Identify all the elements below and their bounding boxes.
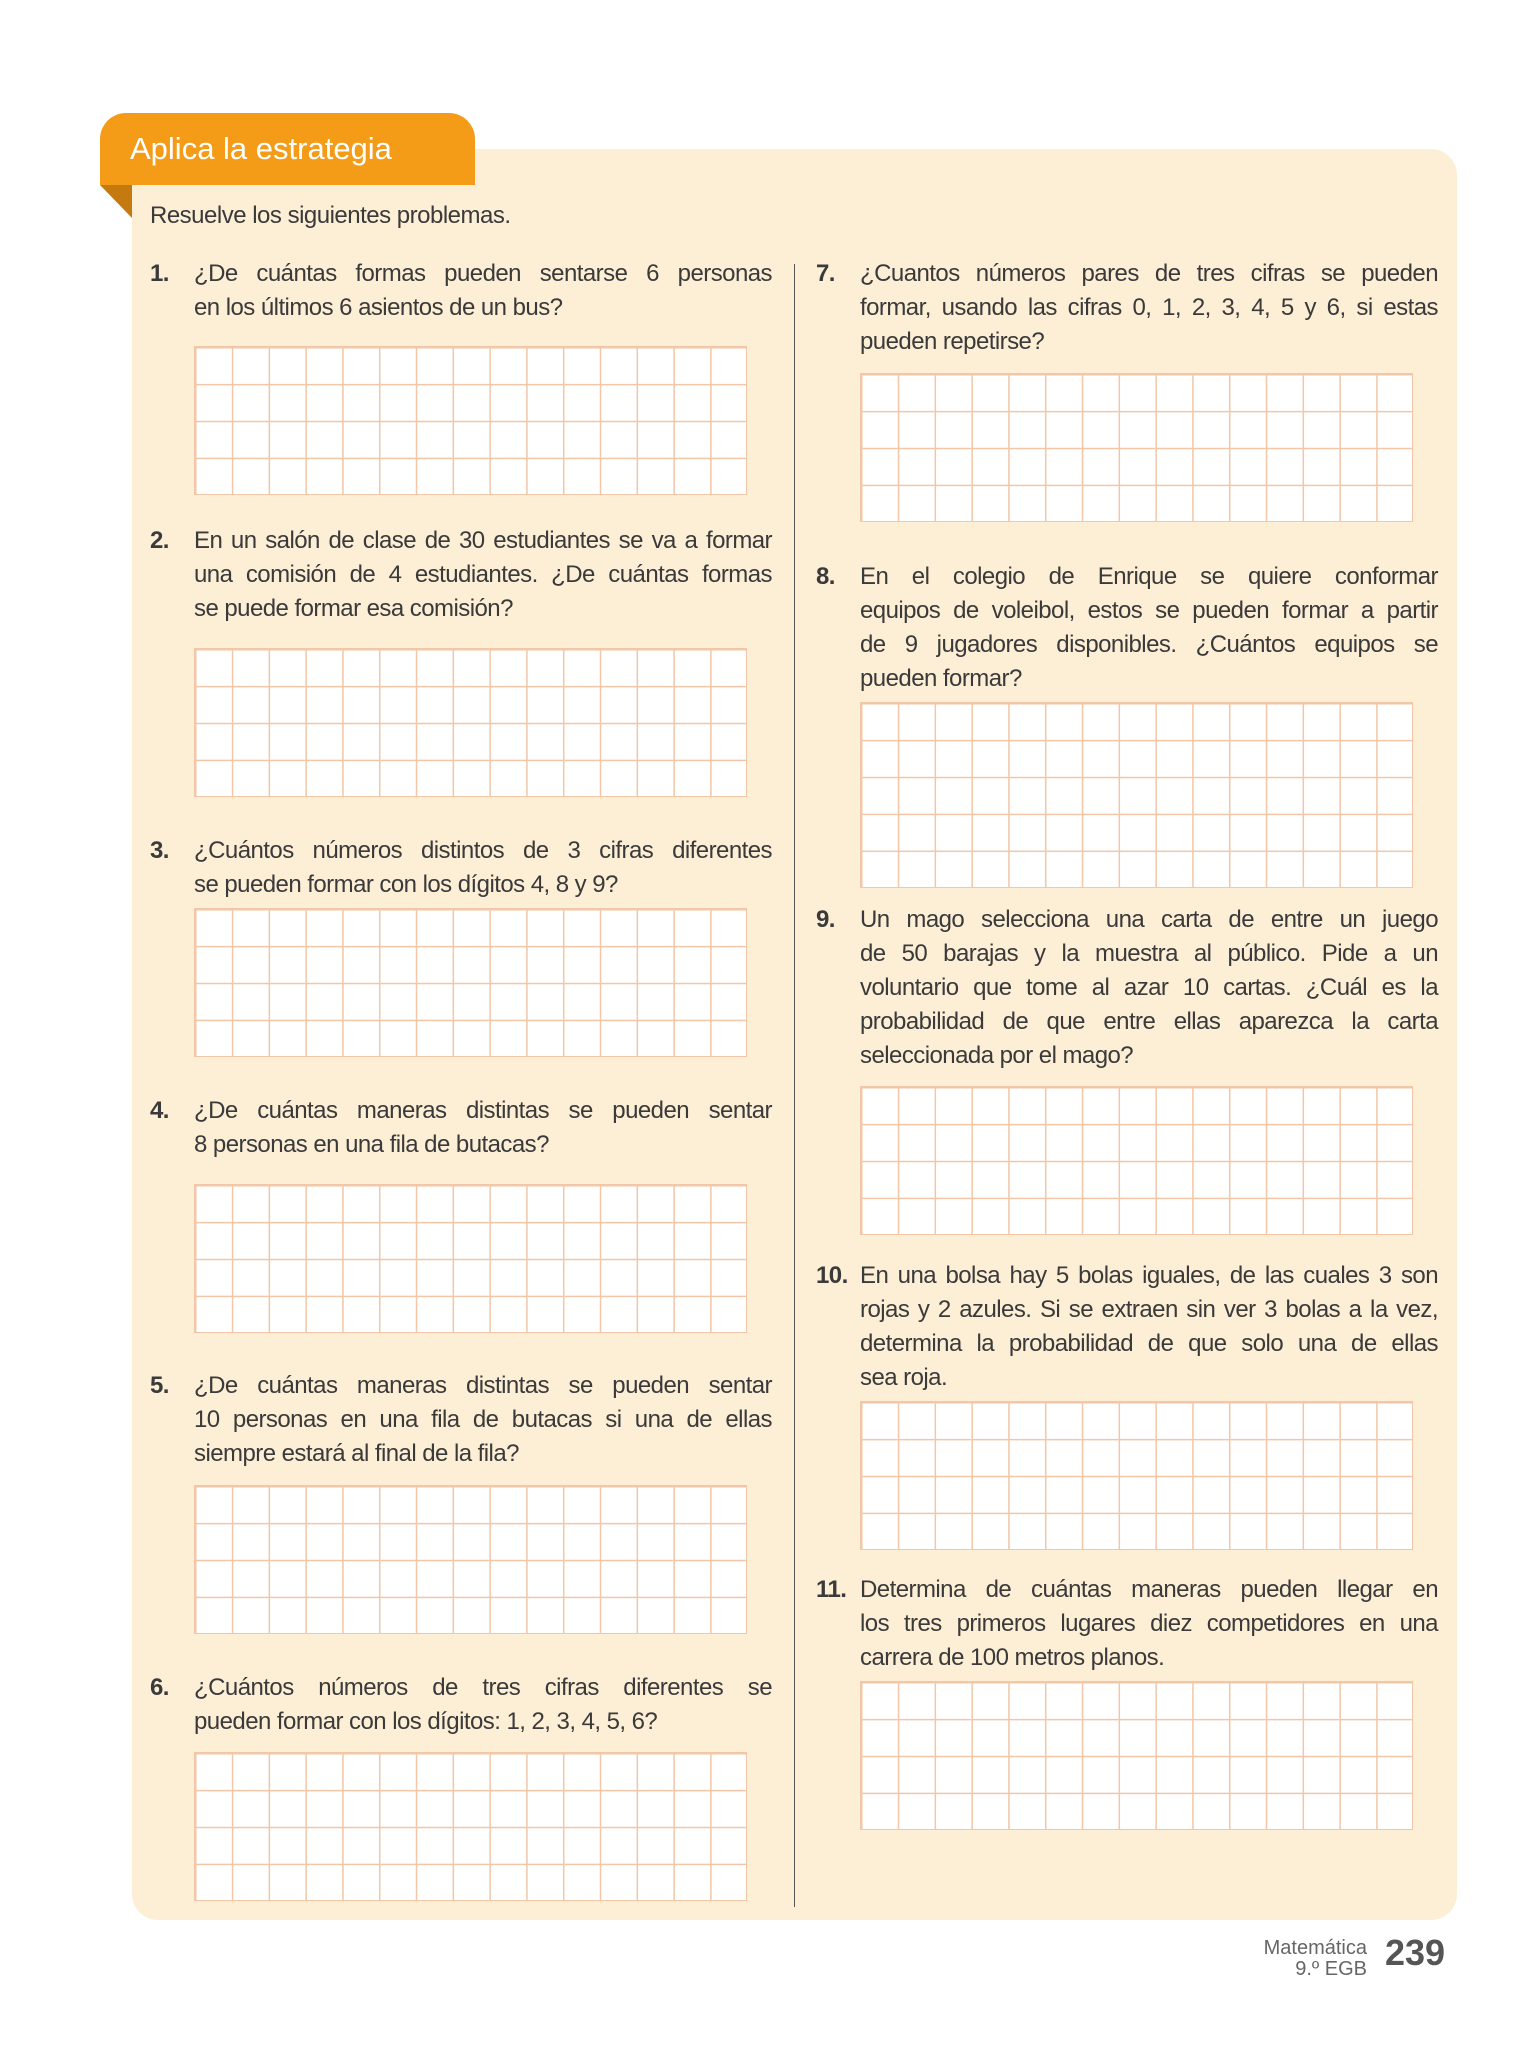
question-line: seleccionada por el mago? [860,1042,1134,1069]
question-line: ¿De cuántas formas pueden sentarse 6 personas [194,260,772,287]
question-line: 8 personas en una fila de butacas? [194,1131,549,1158]
question-text [194,1094,772,1162]
answer-grid[interactable] [194,1485,747,1634]
question-number: 6. [150,1674,169,1701]
column-divider [794,264,795,1907]
question-line: equipos de voleibol, estos se pueden formar a partir [860,597,1438,624]
question-line: En el colegio de Enrique se quiere conformar [860,563,1438,590]
answer-grid[interactable] [860,1086,1413,1235]
question-number: 8. [816,563,835,590]
question-line: carrera de 100 metros planos. [860,1644,1165,1671]
question-line: de 50 barajas y la muestra al público. Pide a un [860,940,1438,967]
question-line: determina la probabilidad de que solo una de ellas [860,1330,1438,1357]
question-text [860,903,1438,1073]
question-line: una comisión de 4 estudiantes. ¿De cuántas formas [194,561,772,588]
question-text [860,560,1438,696]
answer-grid[interactable] [194,1184,747,1333]
answer-grid[interactable] [860,1681,1413,1830]
question-text [194,257,772,325]
question-line: pueden formar con los dígitos: 1, 2, 3, 4, 5, 6? [194,1708,658,1735]
question-text [194,524,772,626]
question-text [860,1573,1438,1675]
question-line: ¿De cuántas maneras distintas se pueden sentar [194,1097,772,1124]
subject-name: Matemática [1263,1937,1367,1959]
section-title: Aplica la estrategia [100,113,475,185]
question-line: Determina de cuántas maneras pueden llegar en [860,1576,1438,1603]
question-line: se pueden formar con los dígitos 4, 8 y 9? [194,871,618,898]
question-number: 10. [816,1262,848,1289]
question-line: ¿De cuántas maneras distintas se pueden sentar [194,1372,772,1399]
answer-grid[interactable] [194,346,747,495]
answer-grid[interactable] [860,1401,1413,1550]
answer-grid[interactable] [860,373,1413,522]
question-line: siempre estará al final de la fila? [194,1440,519,1467]
answer-grid[interactable] [194,1752,747,1901]
question-number: 9. [816,906,835,933]
question-text [194,1671,772,1739]
question-line: de 9 jugadores disponibles. ¿Cuántos equipos se [860,631,1438,658]
answer-grid[interactable] [194,648,747,797]
instructions: Resuelve los siguientes problemas. [150,202,511,229]
question-text [194,1369,772,1471]
question-line: ¿Cuantos números pares de tres cifras se pueden [860,260,1438,287]
answer-grid[interactable] [194,908,747,1057]
question-line: ¿Cuántos números distintos de 3 cifras diferentes [194,837,772,864]
question-number: 7. [816,260,835,287]
page-number: 239 [1385,1932,1446,1973]
question-line: los tres primeros lugares diez competidores en una [860,1610,1438,1637]
question-number: 5. [150,1372,169,1399]
question-line: sea roja. [860,1364,948,1391]
question-line: En un salón de clase de 30 estudiantes se va a formar [194,527,772,554]
question-number: 11. [816,1576,847,1603]
question-line: ¿Cuántos números de tres cifras diferentes se [194,1674,772,1701]
question-line: se puede formar esa comisión? [194,595,513,622]
question-text [860,257,1438,359]
grade-label: 9.º EGB [1295,1958,1367,1980]
question-line: en los últimos 6 asientos de un bus? [194,294,563,321]
question-number: 3. [150,837,169,864]
question-line: probabilidad de que entre ellas aparezca la carta [860,1008,1438,1035]
question-text [194,834,772,902]
question-line: rojas y 2 azules. Si se extraen sin ver 3 bolas a la vez, [860,1296,1438,1323]
question-text [860,1259,1438,1395]
question-line: voluntario que tome al azar 10 cartas. ¿Cuál es la [860,974,1438,1001]
tab-fold-decoration [100,185,132,218]
question-number: 2. [150,527,169,554]
question-line: Un mago selecciona una carta de entre un juego [860,906,1438,933]
question-line: En una bolsa hay 5 bolas iguales, de las cuales 3 son [860,1262,1438,1289]
question-number: 1. [150,260,169,287]
question-number: 4. [150,1097,169,1124]
footer-subject [1264,1938,1367,1980]
question-line: pueden formar? [860,665,1022,692]
answer-grid[interactable] [860,702,1413,888]
question-line: 10 personas en una fila de butacas si una de ellas [194,1406,772,1433]
question-line: pueden repetirse? [860,328,1045,355]
question-line: formar, usando las cifras 0, 1, 2, 3, 4, 5 y 6, si estas [860,294,1438,321]
